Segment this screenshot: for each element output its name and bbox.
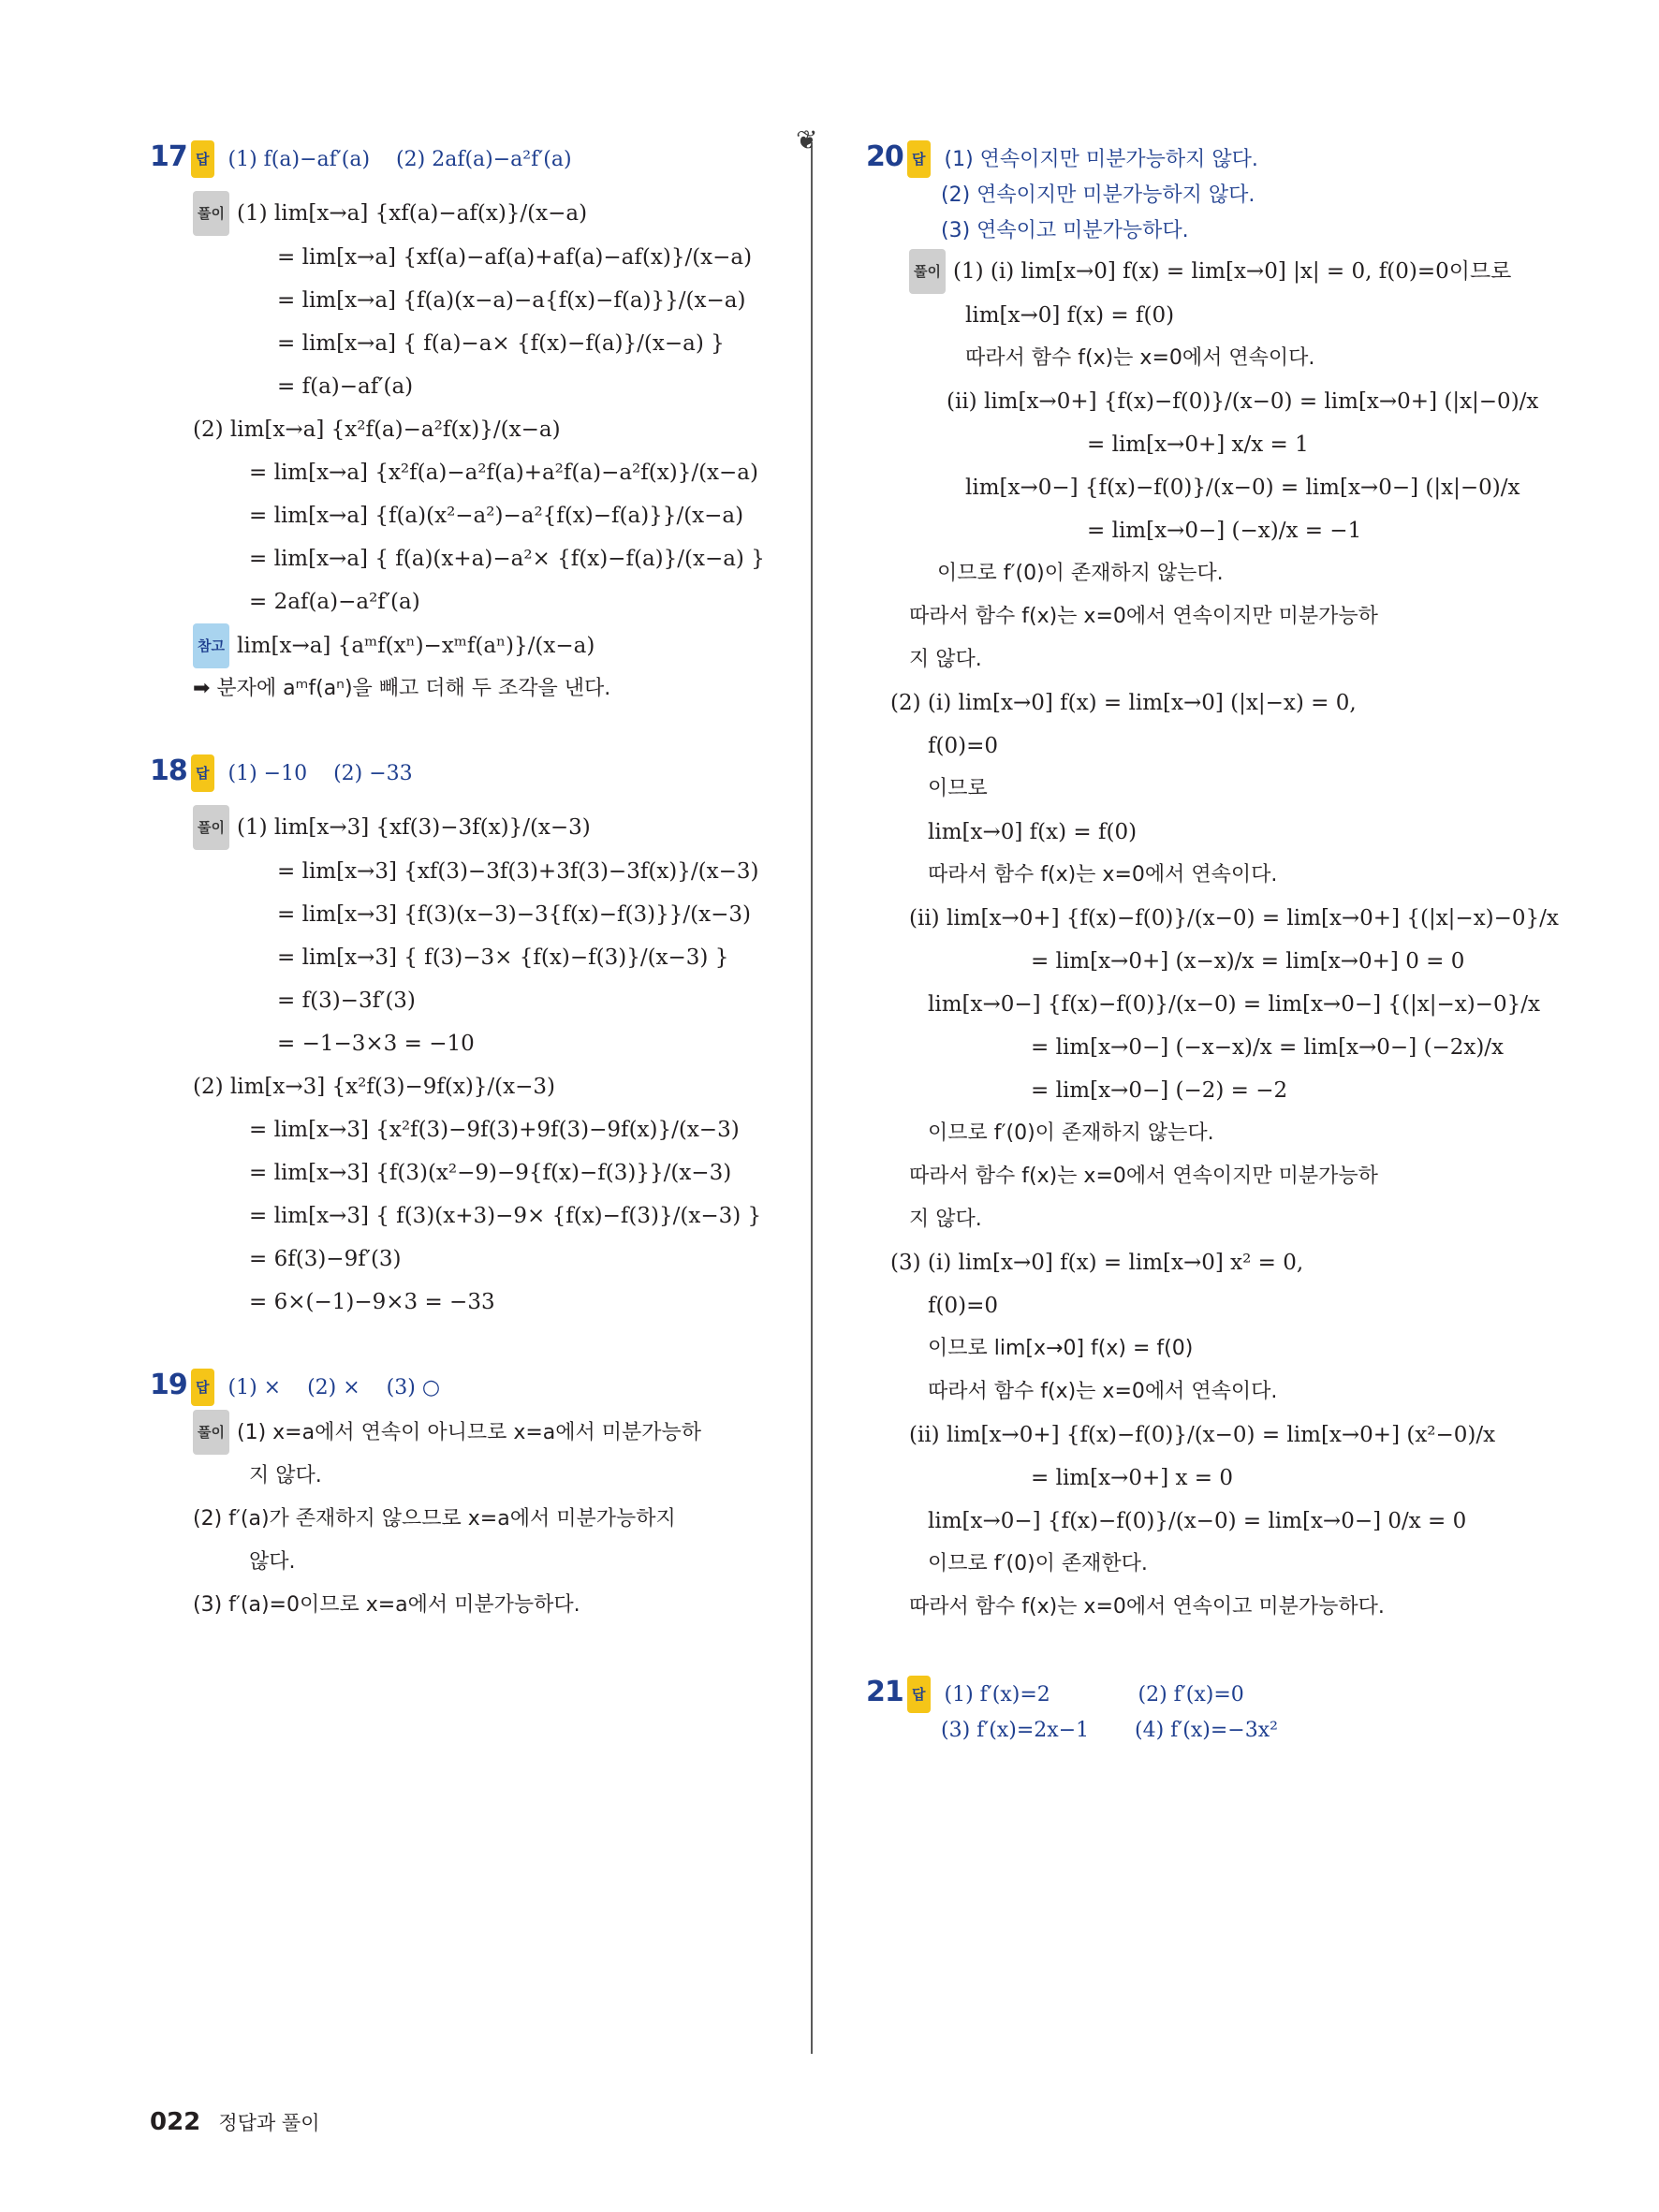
answer-line (907, 140, 1521, 178)
problem-number: 21 (866, 1676, 903, 1708)
solution-line: (1) x=a에서 연속이 아니므로 x=a에서 미분가능하 (236, 1421, 702, 1444)
answer-4: (4) f′(x)=−3x² (1135, 1719, 1278, 1742)
answer-line (907, 1676, 1521, 1713)
answer-line (191, 140, 786, 178)
solution-tag: 풀이 (909, 249, 946, 294)
solution-line: lim[x→0] f(x) = f(0) (928, 820, 1138, 844)
answer-line (191, 754, 786, 792)
problem-number: 20 (866, 140, 903, 173)
problem-19 (150, 1369, 786, 1627)
solution-line: (2) lim[x→3] {x²f(3)−9f(x)}/(x−3) (193, 1075, 556, 1099)
answer-3: (3) f′(x)=2x−1 (941, 1719, 1090, 1742)
solution-line: = lim[x→0−] (−x−x)/x = lim[x→0−] (−2x)/x (1031, 1035, 1505, 1060)
solution-line: = lim[x→3] {f(3)(x−3)−3{f(x)−f(3)}}/(x−3) (277, 902, 751, 927)
answer-3: (3) ○ (386, 1376, 441, 1399)
answer-tag: 답 (191, 1369, 214, 1406)
solution-line: = 2af(a)−a²f′(a) (249, 590, 420, 614)
solution-line: = lim[x→0+] x = 0 (1031, 1466, 1234, 1490)
solution-line: = lim[x→0−] (−x)/x = −1 (1087, 519, 1362, 543)
reference-note: ➡ 분자에 aᵐf(aⁿ)을 빼고 더해 두 조각을 낸다. (193, 677, 611, 700)
answer-tag: 답 (907, 1676, 931, 1713)
problem-number: 18 (150, 754, 187, 787)
left-column (150, 140, 786, 1672)
solution-line: (ⅱ) lim[x→0+] {f(x)−f(0)}/(x−0) = lim[x→0+] {(|x|−x)−0}/x (909, 906, 1559, 930)
solution-line: 따라서 함수 f(x)는 x=0에서 연속이다. (965, 346, 1315, 370)
solution-line: 않다. (249, 1550, 296, 1574)
reference-formula: lim[x→a] {aᵐf(xⁿ)−xᵐf(aⁿ)}/(x−a) (236, 634, 595, 658)
answer-line (191, 1369, 786, 1406)
column-divider (811, 142, 813, 2054)
solution-line: = lim[x→3] { f(3)(x+3)−9× {f(x)−f(3)}/(x−3) } (249, 1204, 762, 1228)
solution-line: = 6f(3)−9f′(3) (249, 1247, 402, 1271)
solution-line: = lim[x→a] { f(a)−a× {f(x)−f(a)}/(x−a) } (277, 331, 725, 356)
solution-line: f(0)=0 (928, 734, 998, 758)
solution-line: = f(a)−af′(a) (277, 374, 414, 399)
answer-tag: 답 (191, 140, 214, 178)
solution-line: 따라서 함수 f(x)는 x=0에서 연속이고 미분가능하다. (909, 1595, 1385, 1619)
solution-tag: 풀이 (193, 805, 229, 850)
solution-line: (3) (ⅰ) lim[x→0] f(x) = lim[x→0] x² = 0, (890, 1251, 1304, 1275)
solution (890, 249, 1559, 1629)
answer-1: (1) × (228, 1376, 282, 1399)
solution-line: 지 않다. (909, 1208, 982, 1231)
solution-line: 지 않다. (909, 648, 982, 671)
answer-line-2 (907, 1713, 1521, 1749)
problem-21 (866, 1676, 1521, 1749)
solution-line: 이므로 lim[x→0] f(x) = f(0) (928, 1337, 1194, 1360)
solution-line: = f(3)−3f′(3) (277, 989, 416, 1013)
answer-1: (1) f(a)−af′(a) (228, 148, 371, 171)
solution-line: 따라서 함수 f(x)는 x=0에서 연속이다. (928, 1380, 1278, 1403)
page-footer (150, 2108, 319, 2136)
right-column (866, 140, 1559, 1794)
solution-line: 지 않다. (249, 1464, 322, 1487)
answer-2: (2) × (307, 1376, 360, 1399)
solution (193, 1410, 786, 1627)
solution-line: 따라서 함수 f(x)는 x=0에서 연속이다. (928, 863, 1278, 886)
solution-line: (1) (ⅰ) lim[x→0] f(x) = lim[x→0] |x| = 0, f(0)=0이므로 (952, 259, 1512, 284)
problem-17 (150, 140, 786, 710)
page-number: 022 (150, 2108, 201, 2136)
solution (193, 805, 786, 1324)
problem-number: 19 (150, 1369, 187, 1401)
solution-line: lim[x→0] f(x) = f(0) (965, 303, 1175, 328)
solution-line: (2) (ⅰ) lim[x→0] f(x) = lim[x→0] (|x|−x) = 0, (890, 691, 1357, 715)
solution-line: = lim[x→a] {f(a)(x−a)−a{f(x)−f(a)}}/(x−a) (277, 288, 746, 313)
problem-20 (866, 140, 1559, 1629)
solution (193, 191, 786, 710)
solution-line: = lim[x→0−] (−2) = −2 (1031, 1078, 1288, 1103)
solution-line: = lim[x→3] {x²f(3)−9f(3)+9f(3)−9f(x)}/(x−3) (249, 1118, 740, 1142)
solution-line: lim[x→0−] {f(x)−f(0)}/(x−0) = lim[x→0−] 0/x = 0 (928, 1509, 1467, 1533)
solution-line: 이므로 f′(0)이 존재한다. (928, 1552, 1148, 1575)
ornament-icon: ❦ (796, 125, 818, 155)
solution-line: (ⅱ) lim[x→0+] {f(x)−f(0)}/(x−0) = lim[x→0+] (|x|−0)/x (947, 389, 1539, 414)
solution-line: = lim[x→a] {f(a)(x²−a²)−a²{f(x)−f(a)}}/(x−a) (249, 504, 744, 528)
solution-line: (3) f′(a)=0이므로 x=a에서 미분가능하다. (193, 1593, 580, 1617)
solution-line: (2) f′(a)가 존재하지 않으므로 x=a에서 미분가능하지 (193, 1507, 676, 1531)
solution-line: 이므로 (928, 777, 988, 800)
solution-line: = −1−3×3 = −10 (277, 1032, 475, 1056)
solution-line: = lim[x→a] {x²f(a)−a²f(a)+a²f(a)−a²f(x)}/(x−a) (249, 461, 758, 485)
solution-line: 이므로 f′(0)이 존재하지 않는다. (937, 562, 1224, 585)
solution-line: (1) lim[x→3] {xf(3)−3f(x)}/(x−3) (236, 815, 591, 840)
solution-line: lim[x→0−] {f(x)−f(0)}/(x−0) = lim[x→0−] (|x|−0)/x (965, 476, 1520, 500)
solution-line: = 6×(−1)−9×3 = −33 (249, 1290, 495, 1314)
solution-line: (2) lim[x→a] {x²f(a)−a²f(x)}/(x−a) (193, 417, 561, 442)
solution-line: 따라서 함수 f(x)는 x=0에서 연속이지만 미분가능하 (909, 1165, 1378, 1188)
solution-line: = lim[x→a] { f(a)(x+a)−a²× {f(x)−f(a)}/(x−a) } (249, 547, 765, 571)
answer-tag: 답 (191, 754, 214, 792)
answer-2: (2) 연속이지만 미분가능하지 않다. (941, 183, 1255, 207)
solution-tag: 풀이 (193, 191, 229, 236)
reference-tag: 참고 (193, 623, 229, 668)
solution-line: = lim[x→a] {xf(a)−af(a)+af(a)−af(x)}/(x−a) (277, 245, 753, 270)
answer-tag: 답 (907, 140, 931, 178)
answer-3: (3) 연속이고 미분가능하다. (941, 219, 1189, 242)
solution-line: 따라서 함수 f(x)는 x=0에서 연속이지만 미분가능하 (909, 605, 1378, 628)
solution-line: 이므로 f′(0)이 존재하지 않는다. (928, 1121, 1214, 1145)
solution-line: (ⅱ) lim[x→0+] {f(x)−f(0)}/(x−0) = lim[x→0+] (x²−0)/x (909, 1423, 1496, 1447)
answer-1: (1) 연속이지만 미분가능하지 않다. (944, 148, 1258, 171)
problem-18 (150, 754, 786, 1324)
solution-line: lim[x→0−] {f(x)−f(0)}/(x−0) = lim[x→0−] {(|x|−x)−0}/x (928, 992, 1540, 1017)
solution-line: = lim[x→0+] (x−x)/x = lim[x→0+] 0 = 0 (1031, 949, 1465, 974)
solution-line: = lim[x→3] {xf(3)−3f(3)+3f(3)−3f(x)}/(x−3) (277, 859, 759, 884)
answer-1: (1) f′(x)=2 (944, 1683, 1050, 1707)
page-label: 정답과 풀이 (218, 2112, 320, 2134)
solution-line: f(0)=0 (928, 1294, 998, 1318)
solution-line: = lim[x→0+] x/x = 1 (1087, 432, 1309, 457)
answer-1: (1) −10 (228, 762, 308, 785)
problem-number: 17 (150, 140, 187, 173)
solution-line: = lim[x→3] { f(3)−3× {f(x)−f(3)}/(x−3) } (277, 945, 729, 970)
solution-line: (1) lim[x→a] {xf(a)−af(x)}/(x−a) (236, 201, 588, 226)
answer-2: (2) f′(x)=0 (1138, 1683, 1244, 1707)
solution-line: = lim[x→3] {f(3)(x²−9)−9{f(x)−f(3)}}/(x−3) (249, 1161, 732, 1185)
answer-2: (2) 2af(a)−a²f′(a) (396, 148, 572, 171)
solution-tag: 풀이 (193, 1410, 229, 1455)
answer-2: (2) −33 (333, 762, 413, 785)
